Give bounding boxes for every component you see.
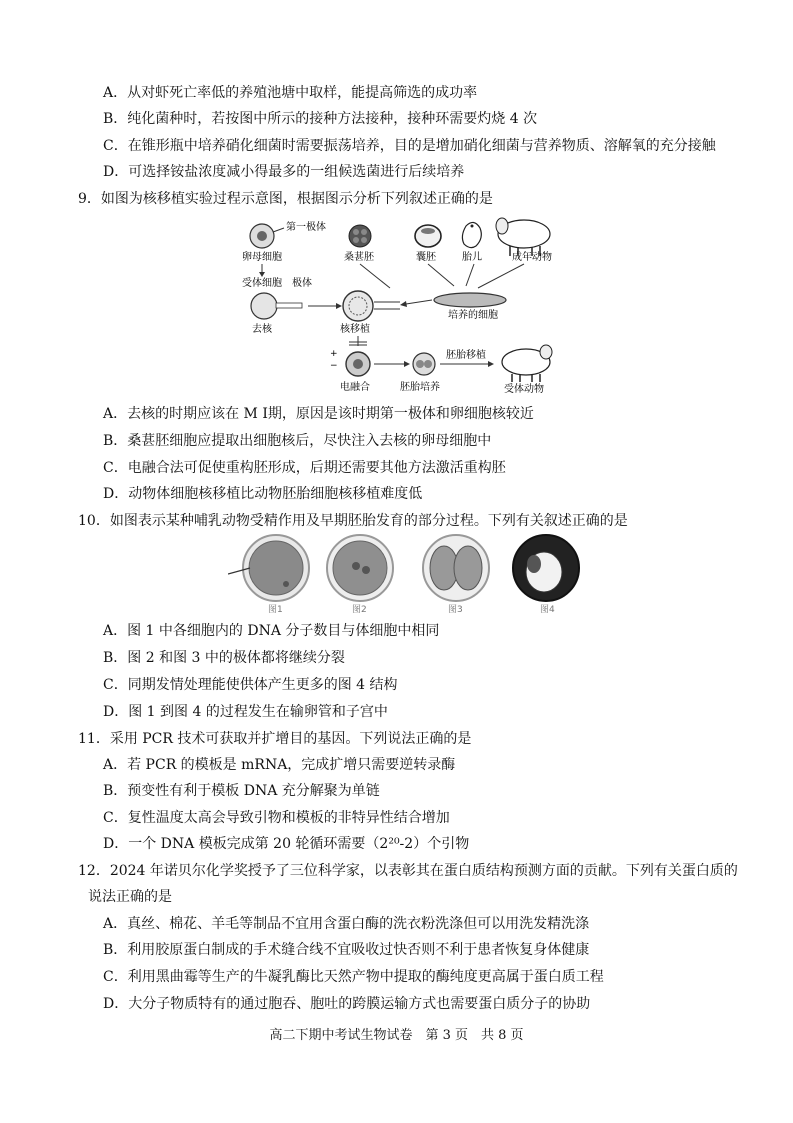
- q8-option-d: D．可选择铵盐浓度减小得最多的一组候选菌进行后续培养: [103, 164, 465, 180]
- q9-option-c: C．电融合法可促使重构胚形成，后期还需要其他方法激活重构胚: [103, 460, 506, 476]
- q12-option-d: D．大分子物质特有的通过胞吞、胞吐的跨膜运输方式也需要蛋白质分子的协助: [103, 996, 591, 1012]
- label-electrofusion: 电融合: [340, 382, 370, 393]
- q11-stem: 11．采用 PCR 技术可获取并扩增目的基因。下列说法正确的是: [78, 731, 472, 747]
- label-first-polar-body: 第一极体: [286, 222, 326, 233]
- label-recipient-cell: 受体细胞: [242, 278, 282, 289]
- svg-text:+: +: [330, 349, 338, 359]
- nuclear-transfer-diagram: [240, 214, 560, 394]
- q12-stem-line1: 12．2024 年诺贝尔化学奖授予了三位科学家，以表彰其在蛋白质结构预测方面的贡献。下列有关蛋白质的: [78, 863, 738, 879]
- q10-option-a: A．图 1 中各细胞内的 DNA 分子数目与体细胞中相同: [103, 623, 440, 639]
- figure-2-caption: 图2: [352, 605, 367, 615]
- label-enucleation: 去核: [252, 324, 272, 335]
- q8-option-b: B．纯化菌种时，若按图中所示的接种方法接种，接种环需要灼烧 4 次: [103, 111, 538, 127]
- q8-option-a: A．从对虾死亡率低的养殖池塘中取样，能提高筛选的成功率: [103, 85, 478, 101]
- figure-4-caption: 图4: [540, 605, 555, 615]
- q9-option-a: A．去核的时期应该在 M Ⅰ期，原因是该时期第一极体和卵细胞核较近: [103, 406, 534, 422]
- label-embryo-culture: 胚胎培养: [400, 382, 440, 393]
- label-fetus: 胎儿: [462, 252, 482, 263]
- oocyte-nucleus: [257, 231, 267, 241]
- q12-option-a: A．真丝、棉花、羊毛等制品不宜用含蛋白酶的洗衣粉洗涤但可以用洗发精洗涤: [103, 916, 590, 932]
- label-cultured-cells: 培养的细胞: [448, 310, 498, 321]
- q11-option-d: D．一个 DNA 模板完成第 20 轮循环需要（2²⁰-2）个引物: [103, 836, 470, 852]
- label-polar-body: 极体: [292, 278, 312, 289]
- figure-1-caption: 图1: [268, 605, 283, 615]
- q11-option-a: A．若 PCR 的模板是 mRNA，完成扩增只需要逆转录酶: [103, 757, 456, 773]
- label-adult-animal: 成年动物: [512, 252, 552, 263]
- q12-option-c: C．利用黑曲霉等生产的牛凝乳酶比天然产物中提取的酶纯度更高属于蛋白质工程: [103, 969, 604, 985]
- enucleated-oocyte: [251, 293, 277, 319]
- label-morula: 桑葚胚: [344, 252, 374, 263]
- label-embryo-transfer: 胚胎移植: [446, 350, 486, 361]
- q12-option-b: B．利用胶原蛋白制成的手术缝合线不宜吸收过快否则不利于患者恢复身体健康: [103, 942, 590, 958]
- morula-shape: [349, 225, 371, 247]
- q12-stem-line2: 说法正确的是: [88, 889, 172, 905]
- q10-stem: 10．如图表示某种哺乳动物受精作用及早期胚胎发育的部分过程。下列有关叙述正确的是: [78, 513, 628, 529]
- label-blastocyst: 囊胚: [416, 252, 436, 263]
- q8-option-c: C．在锥形瓶中培养硝化细菌时需要振荡培养，目的是增加硝化细菌与营养物质、溶解氧的充分接触: [103, 138, 716, 154]
- q10-option-d: D．图 1 到图 4 的过程发生在输卵管和子宫中: [103, 704, 388, 720]
- figure-3-caption: 图3: [448, 605, 463, 615]
- q9-option-b: B．桑葚胚细胞应提取出细胞核后，尽快注入去核的卵母细胞中: [103, 433, 492, 449]
- reconstructed-cell: [343, 291, 373, 321]
- culture-dish: [434, 293, 506, 307]
- q10-option-c: C．同期发情处理能使供体产生更多的图 4 结构: [103, 677, 398, 693]
- q11-option-c: C．复性温度太高会导致引物和模板的非特异性结合增加: [103, 810, 450, 826]
- q10-option-b: B．图 2 和图 3 中的极体都将继续分裂: [103, 650, 345, 666]
- label-nuclear-transfer: 核移植: [340, 324, 370, 335]
- q9-option-d: D．动物体细胞核移植比动物胚胎细胞核移植难度低: [103, 486, 423, 502]
- micropipette: [276, 303, 302, 308]
- label-oocyte: 卵母细胞: [242, 252, 282, 263]
- q11-option-b: B．预变性有利于模板 DNA 充分解聚为单链: [103, 783, 380, 799]
- svg-text:−: −: [330, 361, 338, 371]
- q9-stem: 9．如图为核移植实验过程示意图，根据图示分析下列叙述正确的是: [78, 191, 493, 207]
- page-footer: 高二下期中考试生物试卷 第 3 页 共 8 页: [269, 1028, 524, 1043]
- label-recipient-animal: 受体动物: [504, 384, 544, 394]
- fertilization-figure-row: [228, 534, 588, 616]
